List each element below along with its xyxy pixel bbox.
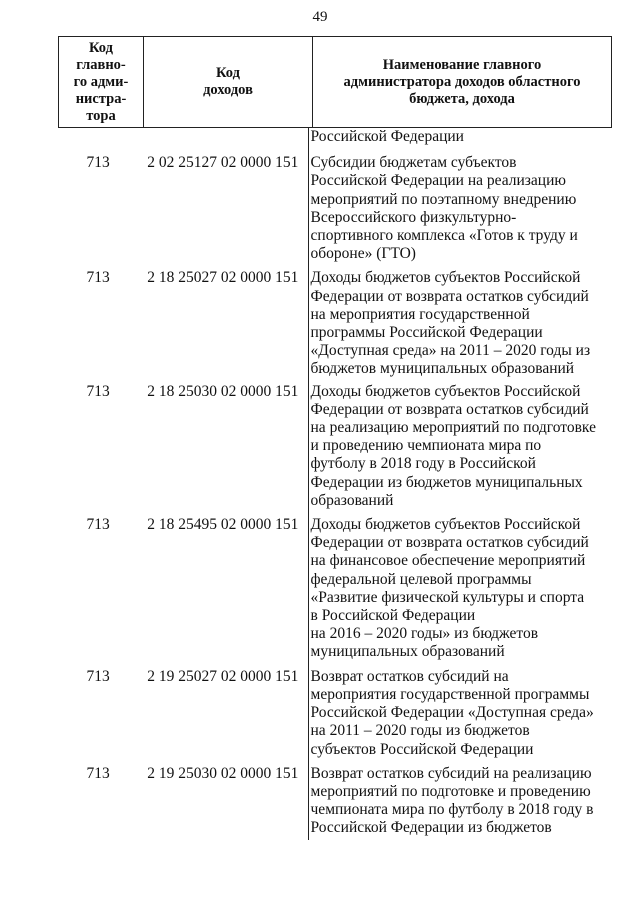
header-name (313, 37, 612, 128)
admin-code-cell: 713 (86, 516, 110, 534)
text-line: Российской Федерации (310, 128, 464, 145)
text-line: программы Российской Федерации (310, 324, 543, 342)
admin-code-cell: 713 (86, 154, 110, 172)
table-row-continuation (58, 128, 612, 154)
text-line: Субсидии бюджетам субъектов (310, 154, 517, 172)
text-line: Федерации от возврата остатков субсидий (310, 534, 589, 552)
text-line: Российской Федерации на реализацию (310, 172, 566, 190)
text-line: на 2011 – 2020 годы из бюджетов (310, 722, 530, 740)
text-line: «Доступная среда» на 2011 – 2020 годы из (310, 342, 591, 360)
header-line: Код (89, 39, 113, 56)
income-code-cell: 2 18 25495 02 0000 151 (147, 516, 299, 534)
text-line: Федерации от возврата остатков субсидий (310, 287, 589, 305)
description-cell (308, 516, 612, 668)
text-line: «Развитие физической культуры и спорта (310, 588, 585, 606)
text-line: футболу в 2018 году в Российской (310, 455, 536, 473)
text-line: Федерации из бюджетов муниципальных (310, 473, 583, 491)
text-line: на реализацию мероприятий по подготовке (310, 419, 596, 437)
text-line: мероприятий по подготовке и проведению (310, 782, 591, 800)
text-line: обороне» (ГТО) (310, 245, 416, 263)
header-line: Код (216, 65, 240, 81)
text-line: мероприятия государственной программы (310, 685, 590, 703)
admin-code-cell: 713 (86, 382, 110, 400)
text-line: мероприятий по поэтапному внедрению (310, 190, 577, 208)
text-line: в Российской Федерации (310, 607, 476, 625)
text-line: Доходы бюджетов субъектов Российской (310, 269, 581, 287)
text-line: Возврат остатков субсидий на реализацию (310, 764, 592, 782)
header-line: го адми- (73, 73, 129, 90)
text-line: спортивного комплекса «Готов к труду и (310, 227, 578, 245)
header-line: администратора доходов областного (343, 73, 581, 90)
header-line: главно- (76, 56, 126, 73)
text-line: муниципальных образований (310, 643, 505, 661)
admin-code-cell (58, 128, 138, 154)
description-cell (308, 269, 612, 382)
income-code-cell: 2 19 25027 02 0000 151 (147, 667, 299, 685)
table-row (58, 269, 612, 382)
admin-code-cell: 713 (86, 667, 110, 685)
admin-code-cell: 713 (86, 269, 110, 287)
header-line: доходов (203, 82, 253, 98)
header-line: нистра- (75, 90, 127, 107)
description-cell (308, 765, 612, 840)
text-line: образований (310, 491, 394, 509)
header-line: тора (86, 107, 116, 124)
table-body (58, 128, 612, 840)
table-row (58, 668, 612, 765)
text-line: бюджетов муниципальных образований (310, 360, 575, 378)
text-line: и проведению чемпионата мира по (310, 437, 542, 455)
text-line: на мероприятия государственной (310, 305, 530, 323)
table-row (58, 516, 612, 668)
text-line: Российской Федерации «Доступная среда» (310, 704, 594, 722)
income-code-cell: 2 18 25030 02 0000 151 (147, 382, 299, 400)
income-code-cell (138, 128, 308, 154)
text-line: Возврат остатков субсидий на (310, 667, 509, 685)
text-line: на финансовое обеспечение мероприятий (310, 552, 586, 570)
header-line: Наименование главного (382, 56, 542, 73)
description-cell (308, 128, 612, 154)
header-line: бюджета, дохода (409, 90, 515, 107)
income-code-cell: 2 19 25030 02 0000 151 (147, 764, 299, 782)
income-code-cell: 2 02 25127 02 0000 151 (147, 154, 299, 172)
text-line: Доходы бюджетов субъектов Российской (310, 382, 581, 400)
text-line: федеральной целевой программы (310, 570, 532, 588)
text-line: Федерации от возврата остатков субсидий (310, 400, 589, 418)
header-admin-code (59, 37, 144, 128)
table-row (58, 383, 612, 516)
admin-code-cell: 713 (86, 764, 110, 782)
description-cell (308, 668, 612, 765)
description-cell (308, 154, 612, 269)
header-income-code (144, 37, 313, 128)
table-header (58, 36, 612, 128)
text-line: Всероссийского физкультурно- (310, 208, 517, 226)
table-row (58, 154, 612, 269)
text-line: чемпионата мира по футболу в 2018 году в (310, 801, 594, 819)
description-cell (308, 383, 612, 516)
text-line: на 2016 – 2020 годы» из бюджетов (310, 625, 539, 643)
income-code-cell: 2 18 25027 02 0000 151 (147, 269, 299, 287)
page-number: 49 (312, 9, 328, 25)
text-line: субъектов Российской Федерации (310, 740, 534, 758)
text-line: Российской Федерации из бюджетов (310, 819, 552, 837)
text-line: Доходы бюджетов субъектов Российской (310, 516, 581, 534)
table-row (58, 765, 612, 840)
